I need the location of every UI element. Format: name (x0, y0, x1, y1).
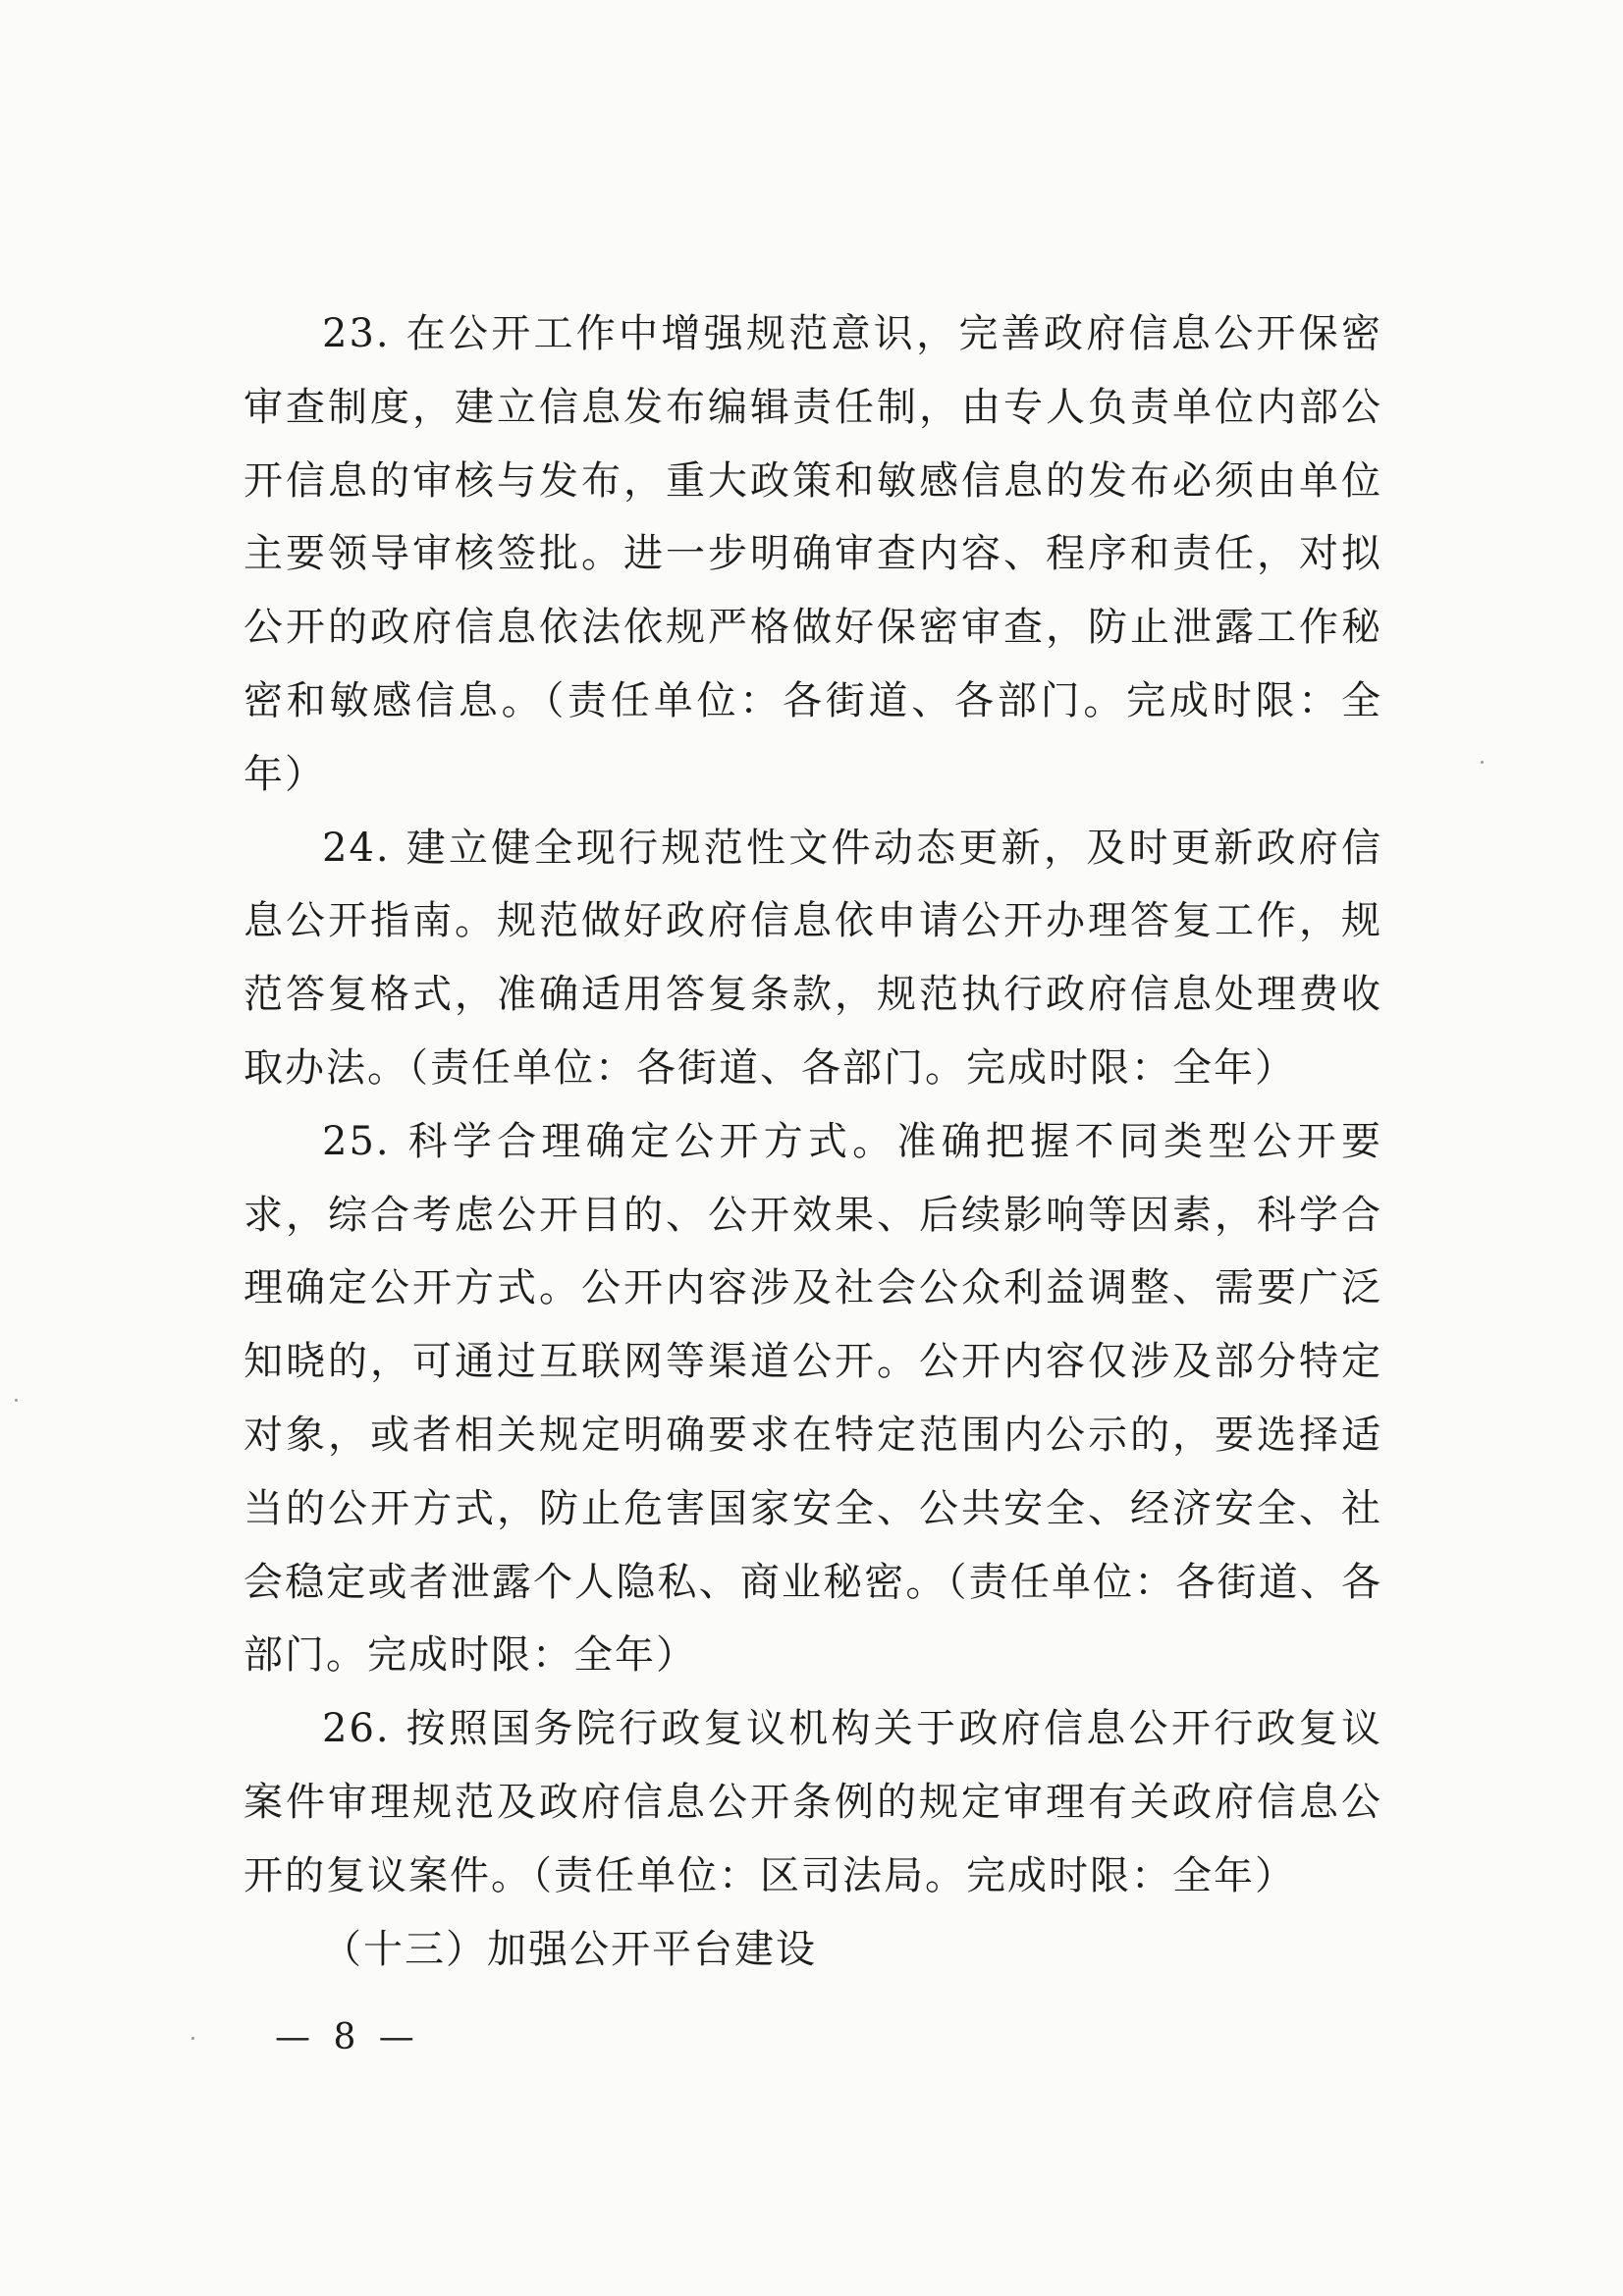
paragraph-25: 25. 科学合理确定公开方式。准确把握不同类型公开要求，综合考虑公开目的、公开效果、后续影响等因素，科学合理确定公开方式。公开内容涉及社会公众利益调整、需要广泛知晓的，可通过互联网等渠道公开。公开内容仅涉及部分特定对象，或者相关规定明确要求在特定范围内公示的，要选择适当的公开方式，防止危害国家安全、公共安全、经济安全、社会稳定或者泄露个人隐私、商业秘密。（责任单位：各街道、各部门。完成时限：全年） (243, 1118, 1382, 1679)
scan-speck (1481, 761, 1484, 764)
section-heading: （十三）加强公开平台建设 (322, 1926, 817, 1972)
scan-speck (191, 2037, 194, 2040)
paragraph-23: 23. 在公开工作中增强规范意识，完善政府信息公开保密审查制度，建立信息发布编辑责任制，由专人负责单位内部公开信息的审核与发布，重大政策和敏感信息的发布必须由单位主要领导审核签批。进一步明确审查内容、程序和责任，对拟公开的政府信息依法依规严格做好保密审查，防止泄露工作秘密和敏感信息。（责任单位：各街道、各部门。完成时限：全年） (243, 311, 1382, 797)
paragraph-24: 24. 建立健全现行规范性文件动态更新，及时更新政府信息公开指南。规范做好政府信息依申请公开办理答复工作，规范答复格式，准确适用答复条款，规范执行政府信息处理费收取办法。（责任单位：各街道、各部门。完成时限：全年） (243, 825, 1382, 1091)
scan-speck (15, 1399, 18, 1402)
document-body (243, 297, 1382, 1986)
page-number: — 8 — (275, 2017, 420, 2057)
paragraph-26: 26. 按照国务院行政复议机构关于政府信息公开行政复议案件审理规范及政府信息公开条例的规定审理有关政府信息公开的复议案件。（责任单位：区司法局。完成时限：全年） (243, 1706, 1382, 1898)
